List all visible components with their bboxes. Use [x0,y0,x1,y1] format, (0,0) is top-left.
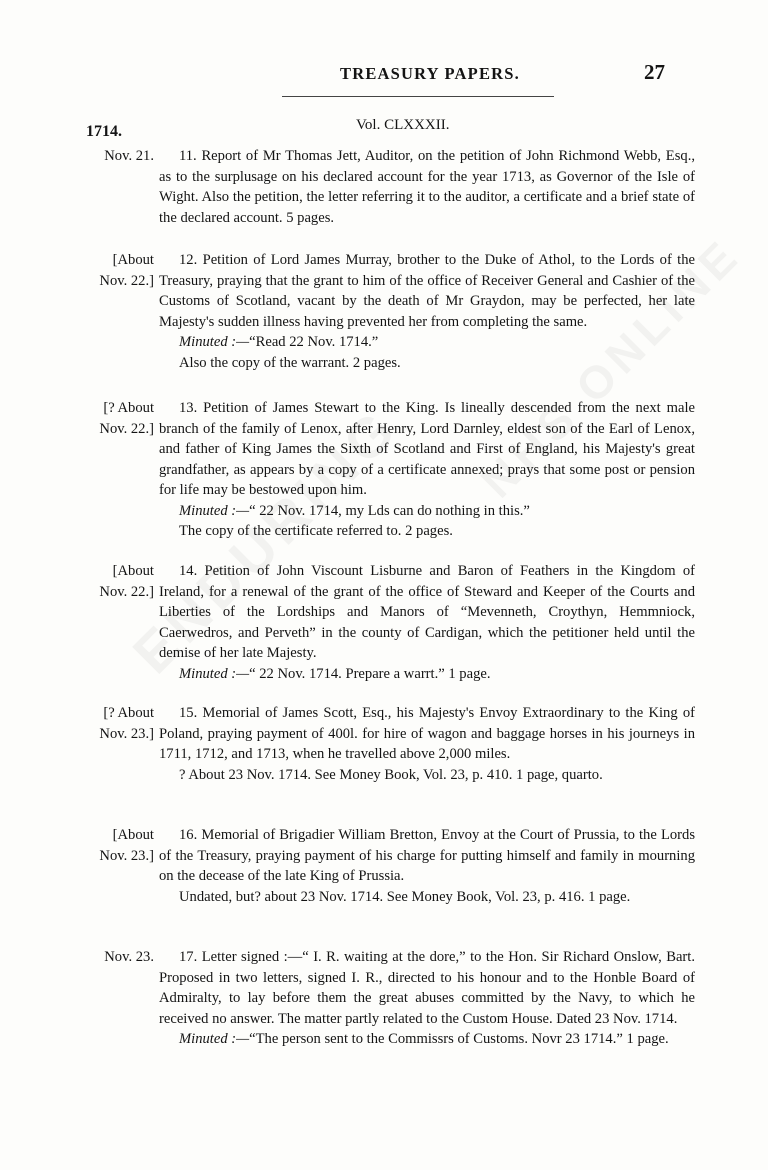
minute-label: Minuted :— [179,334,250,350]
entry-date: [? About Nov. 23.] [99,705,154,742]
minute-label: Minuted :— [179,1031,250,1047]
entry-date: [About Nov. 22.] [99,252,154,289]
page-number: 27 [644,60,665,84]
entry-note: Also the copy of the warrant. 2 pages. [179,354,401,371]
header-rule [282,96,554,97]
entry-date: [About Nov. 22.] [99,563,154,600]
entry-note: The copy of the certificate referred to. 2 pages. [179,523,453,539]
entry-date: Nov. 23. [104,949,154,965]
entry-note: ? About 23 Nov. 1714. See Money Book, Vol. 23, p. 410. 1 page, quarto. [179,766,603,783]
entry-text: 15. Memorial of James Scott, Esq., his Majesty's Envoy Extraordinary to the King of Poland, praying payment of 400l. for hire of wagon and baggage horses in his journeys in 1711, 1712, and 1713, when he travelled above 2,000 miles. ? About 23 Nov. 1714. See Money Book, Vol. 23, p. 410. 1 page, quarto. [159,703,695,785]
entry-date: Nov. 21. [104,148,154,164]
entry-text: 16. Memorial of Brigadier William Bretton, Envoy at the Court of Prussia, to the Lords of the Treasury, praying payment of his charge for putting himself and family in mourning on the decease of the late King of Prussia. Undated, but? about 23 Nov. 1714. See Money Book, Vol. 23, p. 416. 1 page. [159,825,695,907]
entry-text: 13. Petition of James Stewart to the King. Is lineally descended from the next male branch of the family of Lenox, after Henry, Lord Darnley, eldest son of the Earl of Lenox, and father of King James the Sixth of Scotland and First of England, his Majesty's great grandfather, as appears by a copy of a certificate annexed; prays that some post or pension for life may be bestowed upon him. Minuted :—“ 22 Nov. 1714, my Lds can do nothing in this.” The copy of the certificate referred to. 2 pages. [159,398,695,542]
year-label: 1714. [86,123,122,140]
minute-text: “Read 22 Nov. 1714.” [249,334,379,350]
minute-label: Minuted :— [179,502,250,519]
page-header [0,60,768,90]
minute-text: “ 22 Nov. 1714. Prepare a warrt.” 1 page. [249,665,491,682]
entry-text: 17. Letter signed :—“ I. R. waiting at the dore,” to the Hon. Sir Richard Onslow, Bart. Proposed in two letters, signed I. R., directed to his honour and to the Honble Board of Admiralty, to lay before them the great abuses committed by the Navy, to which he received no answer. The matter partly related to the Custom House. Dated 23 Nov. 1714. Minuted :—“The person sent to the Commissrs of Customs. Novr 23 1714.” 1 page. [159,949,695,1047]
running-title: TREASURY PAPERS. [340,64,520,83]
entry-date: [? About Nov. 22.] [99,400,154,437]
entry-note: Undated, but? about 23 Nov. 1714. See Money Book, Vol. 23, p. 416. 1 page. [179,888,631,905]
entry-text: 14. Petition of John Viscount Lisburne and Baron of Feathers in the Kingdom of Ireland, for a renewal of the grant of the office of Steward and Keeper of the Courts and Liberties of the Lordships and Manors of “Mevenneth, Croythyn, Hemmniock, Caerwedros, and Perveth” in the county of Cardigan, which the petitioner held until the demise of her late Majesty. Minuted :—“ 22 Nov. 1714. Prepare a warrt.” 1 page. [159,563,695,682]
entry-text: 12. Petition of Lord James Murray, brother to the Duke of Athol, to the Lords of the Treasury, praying that the grant to him of the office of Receiver General and Cashier of the Customs of Scotland, vacant by the death of Mr Graydon, may be perfected, her late Majesty's sudden illness having prevented her from completing the same. Minuted :—“Read 22 Nov. 1714.” Also the copy of the warrant. 2 pages. [159,250,695,373]
volume-heading: Vol. CLXXXII. [356,117,450,133]
minute-text: “The person sent to the Commissrs of Customs. Novr 23 1714.” 1 page. [249,1031,669,1047]
entry-date: [About Nov. 23.] [99,827,154,864]
entry-text: 11. Report of Mr Thomas Jett, Auditor, on the petition of John Richmond Webb, Esq., as to the surplusage on his declared account for the year 1713, as Governor of the Isle of Wight. Also the petition, the letter referring it to the auditor, a certificate and a brief state of the declared account. 5 pages. [159,148,695,226]
minute-label: Minuted :— [179,665,250,682]
minute-text: “ 22 Nov. 1714, my Lds can do nothing in this.” [249,502,530,519]
